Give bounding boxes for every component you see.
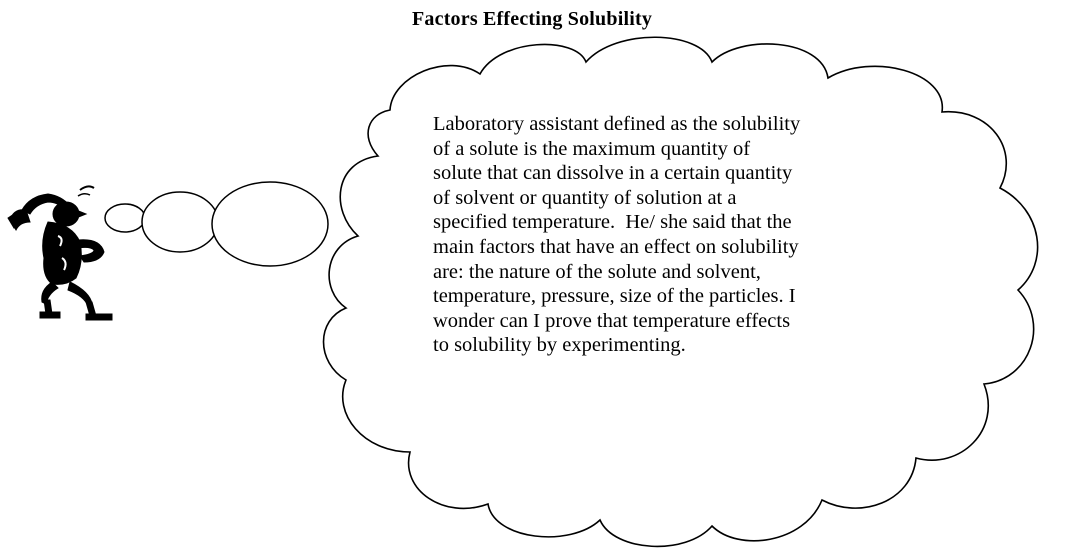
thought-text-line: temperature, pressure, size of the particles. I [433, 285, 796, 308]
thought-bubble-medium [142, 192, 218, 252]
page-title: Factors Effecting Solubility [412, 8, 653, 30]
thought-text-line: are: the nature of the solute and solvent, [433, 260, 761, 283]
thought-bubble-small [105, 204, 145, 232]
thought-text-line: main factors that have an effect on solubility [433, 235, 799, 258]
thought-text-line: wonder can I prove that temperature effects [433, 309, 791, 332]
thought-bubble-large [212, 182, 328, 266]
thought-bubbles [105, 182, 328, 266]
thought-text-line: of a solute is the maximum quantity of [433, 137, 751, 160]
thought-text-line: solute that can dissolve in a certain quantity [433, 162, 793, 185]
thought-text-line: Laboratory assistant defined as the solubility [433, 113, 801, 135]
thought-text [433, 112, 903, 358]
thought-text-line: specified temperature. He/ she said that the [433, 211, 792, 234]
thinking-person-icon [8, 186, 112, 320]
thought-text-line: of solvent or quantity of solution at a [433, 186, 737, 209]
thought-text-line: to solubility by experimenting. [433, 334, 686, 357]
